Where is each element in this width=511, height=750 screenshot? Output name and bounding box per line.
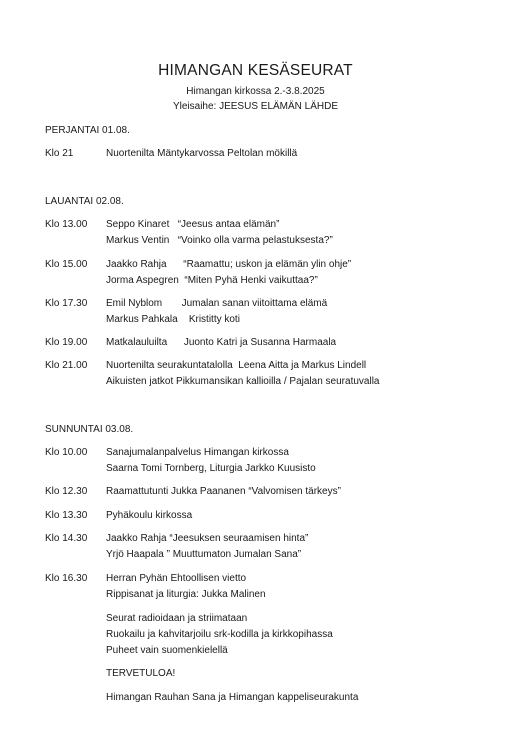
- event-theme: Yleisaihe: JEESUS ELÄMÄN LÄHDE: [172, 101, 339, 112]
- day-heading-sunday: SUNNUNTAI 03.08.: [45, 424, 134, 435]
- item-text: Seppo Kinaret “Jeesus antaa elämän” Markus Ventin “Voinko olla varma pelastuksesta?”: [106, 219, 333, 246]
- note-line: Seurat radioidaan ja striimataan: [106, 613, 248, 624]
- item-text: Herran Pyhän Ehtoollisen vietto Rippisanat ja liturgia: Jukka Malinen: [106, 573, 266, 600]
- item-time: Klo 19.00: [45, 337, 88, 348]
- item-text: Matkalauluilta Juonto Katri ja Susanna Harmaala: [106, 337, 337, 348]
- item-time: Klo 17.30: [45, 298, 88, 309]
- notes-block: [106, 611, 333, 659]
- item-text: Pyhäkoulu kirkossa: [106, 510, 193, 521]
- item-time: Klo 14.30: [45, 533, 88, 544]
- day-heading-friday: PERJANTAI 01.08.: [45, 125, 130, 136]
- item-time: Klo 21: [45, 148, 74, 159]
- welcome-text: TERVETULOA!: [106, 668, 176, 679]
- item-time: Klo 16.30: [45, 573, 88, 584]
- note-line: Ruokailu ja kahvitarjoilu srk-kodilla ja kirkkopihassa: [106, 629, 333, 640]
- organizer-text: Himangan Rauhan Sana ja Himangan kappeliseurakunta: [106, 692, 359, 703]
- item-time: Klo 13.00: [45, 219, 88, 230]
- item-time: Klo 12.30: [45, 486, 88, 497]
- item-text: Nuortenilta seurakuntatalolla Leena Aitta ja Markus Lindell Aikuisten jatkot Pikkumansikan kallioilla / Pajalan seuratuvalla: [106, 360, 380, 387]
- note-line: Puheet vain suomenkielellä: [106, 645, 228, 656]
- item-time: Klo 10.00: [45, 447, 88, 458]
- item-text: Sanajumalanpalvelus Himangan kirkossa Saarna Tomi Tornberg, Liturgia Jarkko Kuusisto: [106, 447, 316, 474]
- item-text: Raamattutunti Jukka Paananen “Valvomisen tärkeys”: [106, 486, 341, 497]
- item-text: Jaakko Rahja “Jeesuksen seuraamisen hinta” Yrjö Haapala ” Muuttumaton Jumalan Sana”: [106, 533, 309, 560]
- item-text: Emil Nyblom Jumalan sanan viitoittama elämä Markus Pahkala Kristitty koti: [106, 298, 328, 325]
- item-text: Nuortenilta Mäntykarvossa Peltolan mökillä: [106, 148, 298, 159]
- day-heading-saturday: LAUANTAI 02.08.: [45, 196, 124, 207]
- item-time: Klo 15.00: [45, 259, 88, 270]
- item-text: Jaakko Rahja “Raamattu; uskon ja elämän ylin ohje” Jorma Aspegren “Miten Pyhä Henki vaikuttaa?”: [106, 259, 352, 286]
- document-title: HIMANGAN KESÄSEURAT: [158, 62, 353, 79]
- item-time: Klo 21.00: [45, 360, 88, 371]
- item-time: Klo 13.30: [45, 510, 88, 521]
- event-place: Himangan kirkossa 2.-3.8.2025: [186, 86, 325, 97]
